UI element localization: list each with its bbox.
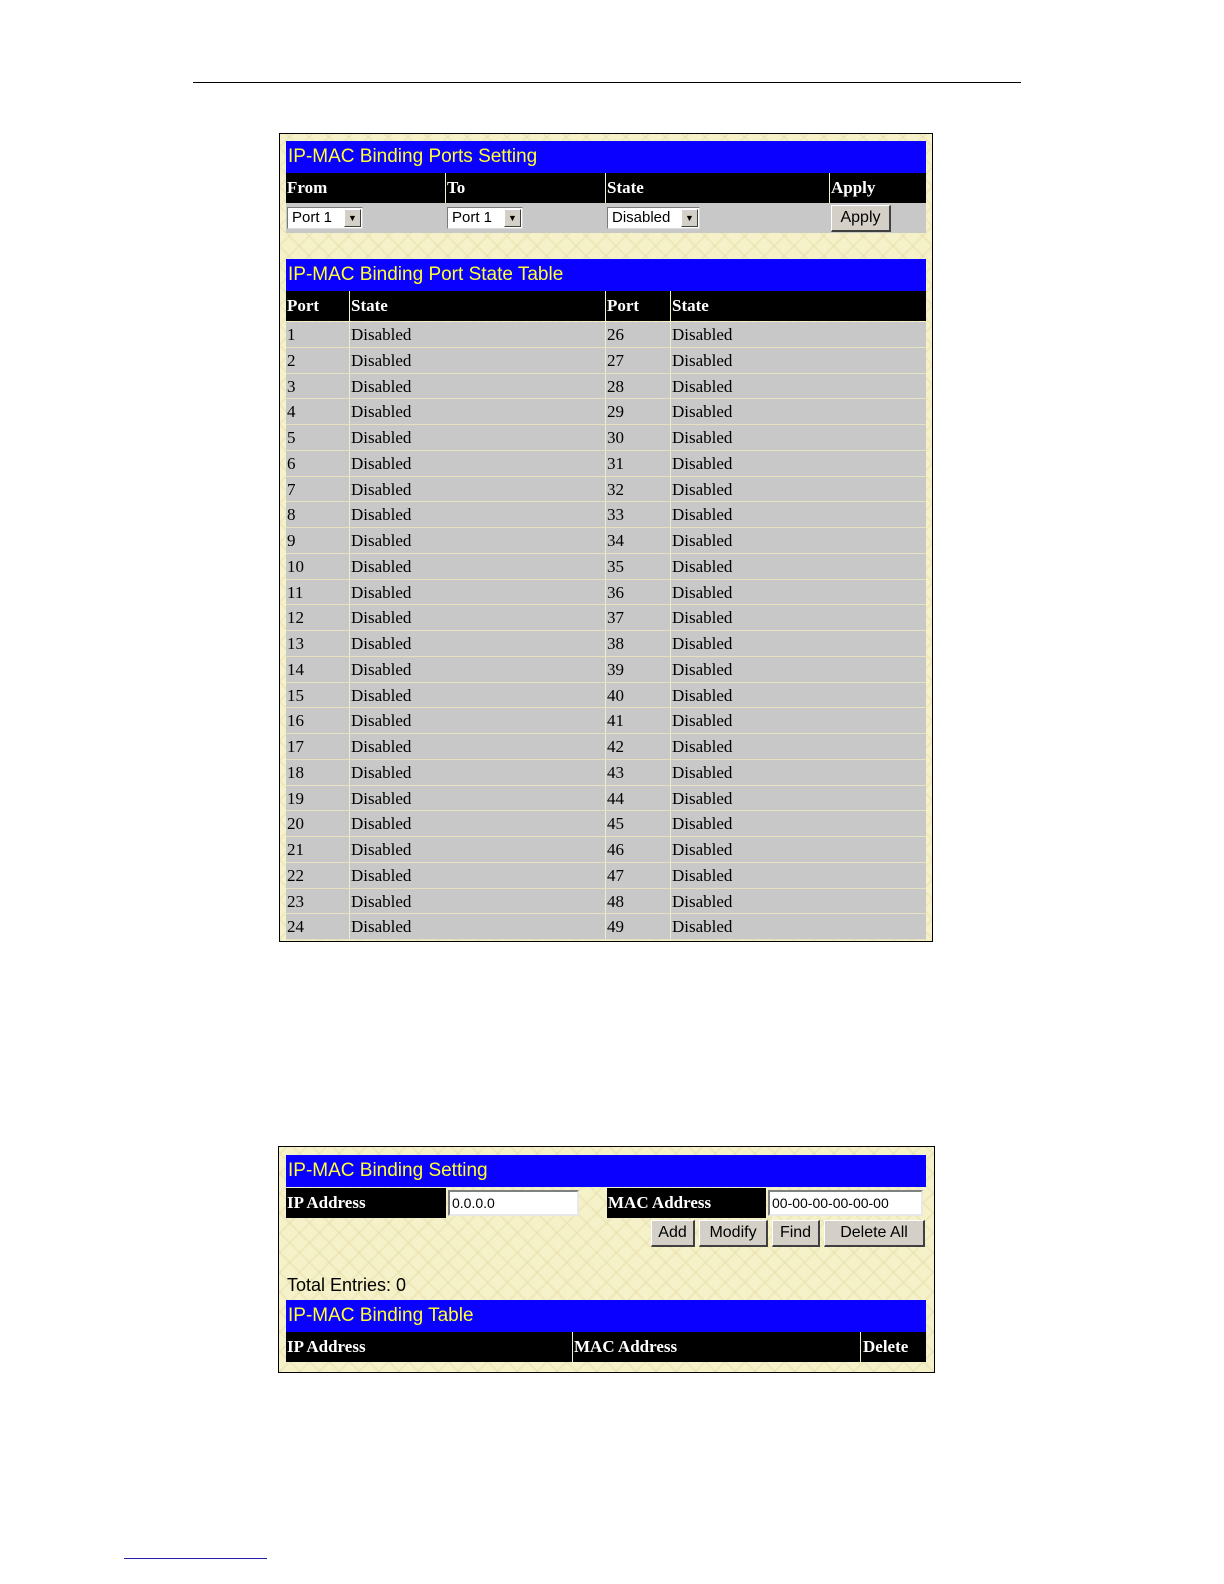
port-left-cell: 3 <box>287 376 296 396</box>
table-row <box>286 734 926 760</box>
state-left-cell: Disabled <box>351 428 412 447</box>
mac-address-label: MAC Address <box>607 1188 766 1218</box>
port-left-cell: 22 <box>287 865 304 885</box>
header-state-right: State <box>672 296 709 315</box>
state-right-cell: Disabled <box>672 505 733 525</box>
state-select-value: Disabled <box>612 209 671 226</box>
port-right-cell: 39 <box>607 659 624 679</box>
state-left-cell: Disabled <box>351 762 412 782</box>
table-row <box>286 502 926 528</box>
state-left-cell: Disabled <box>351 865 412 885</box>
port-left-cell: 11 <box>287 582 304 602</box>
table-row <box>286 348 926 374</box>
port-state-table-title: IP-MAC Binding Port State Table <box>286 259 926 291</box>
state-right-cell: Disabled <box>672 350 733 370</box>
state-right-cell: Disabled <box>672 556 733 576</box>
port-right-cell: 40 <box>607 685 624 705</box>
port-right-cell: 26 <box>607 325 624 344</box>
state-right-cell: Disabled <box>672 865 733 885</box>
state-left-cell: Disabled <box>351 634 412 653</box>
state-right-cell: Disabled <box>672 840 733 859</box>
chevron-down-icon: ▼ <box>681 209 698 227</box>
header-ip-address: IP Address <box>287 1337 366 1356</box>
binding-table-title: IP-MAC Binding Table <box>286 1300 926 1332</box>
ports-setting-controls-row <box>286 203 926 233</box>
header-to: To <box>447 178 466 197</box>
header-port-right: Port <box>607 296 640 315</box>
state-left-cell: Disabled <box>351 556 412 576</box>
ports-setting-header <box>286 173 926 203</box>
from-port-value: Port 1 <box>292 209 333 226</box>
port-left-cell: 1 <box>287 325 296 344</box>
state-right-cell: Disabled <box>672 659 733 679</box>
state-left-cell: Disabled <box>351 685 412 705</box>
table-row <box>286 528 926 554</box>
state-right-cell: Disabled <box>672 531 733 550</box>
state-left-cell: Disabled <box>351 350 412 370</box>
table-row <box>286 554 926 580</box>
state-right-cell: Disabled <box>672 428 733 447</box>
state-right-cell: Disabled <box>672 814 733 834</box>
table-row <box>286 786 926 812</box>
port-right-cell: 43 <box>607 762 624 782</box>
table-row <box>286 914 926 940</box>
state-left-cell: Disabled <box>351 531 412 550</box>
port-left-cell: 23 <box>287 891 304 911</box>
port-right-cell: 37 <box>607 608 624 628</box>
port-left-cell: 24 <box>287 917 304 937</box>
port-right-cell: 35 <box>607 556 624 576</box>
port-right-cell: 34 <box>607 531 624 550</box>
port-left-cell: 8 <box>287 505 296 525</box>
port-left-cell: 7 <box>287 479 296 499</box>
state-left-cell: Disabled <box>351 325 412 344</box>
add-button[interactable]: Add <box>651 1220 695 1247</box>
port-right-cell: 47 <box>607 865 624 885</box>
ip-address-label: IP Address <box>286 1188 446 1218</box>
state-left-cell: Disabled <box>351 711 412 731</box>
table-row <box>286 760 926 786</box>
ip-address-input[interactable]: 0.0.0.0 <box>448 1190 579 1216</box>
port-state-rows <box>286 322 926 940</box>
mac-address-input[interactable]: 00-00-00-00-00-00 <box>768 1190 923 1216</box>
port-left-cell: 21 <box>287 840 304 859</box>
header-from: From <box>287 178 328 197</box>
port-left-cell: 5 <box>287 428 296 447</box>
page-top-rule <box>193 82 1021 83</box>
header-state-left: State <box>351 296 388 315</box>
header-apply: Apply <box>831 178 876 197</box>
table-row <box>286 425 926 451</box>
port-right-cell: 27 <box>607 350 624 370</box>
binding-setting-title: IP-MAC Binding Setting <box>286 1155 926 1187</box>
table-row <box>286 837 926 863</box>
state-right-cell: Disabled <box>672 891 733 911</box>
binding-table-header <box>286 1332 926 1362</box>
table-row <box>286 708 926 734</box>
state-right-cell: Disabled <box>672 711 733 731</box>
port-right-cell: 46 <box>607 840 624 859</box>
port-left-cell: 9 <box>287 531 296 550</box>
table-row <box>286 811 926 837</box>
table-row <box>286 631 926 657</box>
state-left-cell: Disabled <box>351 737 412 756</box>
port-right-cell: 48 <box>607 891 624 911</box>
modify-button[interactable]: Modify <box>699 1220 768 1247</box>
state-left-cell: Disabled <box>351 479 412 499</box>
table-row <box>286 374 926 400</box>
port-right-cell: 36 <box>607 582 624 602</box>
table-row <box>286 605 926 631</box>
port-left-cell: 17 <box>287 737 304 756</box>
port-state-table-header <box>286 291 926 321</box>
port-right-cell: 38 <box>607 634 624 653</box>
port-right-cell: 31 <box>607 453 624 473</box>
port-right-cell: 42 <box>607 737 624 756</box>
port-left-cell: 15 <box>287 685 304 705</box>
port-right-cell: 49 <box>607 917 624 937</box>
port-right-cell: 32 <box>607 479 624 499</box>
state-left-cell: Disabled <box>351 891 412 911</box>
port-left-cell: 18 <box>287 762 304 782</box>
port-right-cell: 33 <box>607 505 624 525</box>
state-right-cell: Disabled <box>672 325 733 344</box>
state-right-cell: Disabled <box>672 685 733 705</box>
table-row <box>286 399 926 425</box>
state-right-cell: Disabled <box>672 608 733 628</box>
chevron-down-icon: ▼ <box>504 209 521 227</box>
table-row <box>286 889 926 915</box>
state-left-cell: Disabled <box>351 788 412 808</box>
port-left-cell: 13 <box>287 634 304 653</box>
delete-all-button[interactable]: Delete All <box>824 1220 925 1247</box>
table-row <box>286 451 926 477</box>
port-left-cell: 16 <box>287 711 304 731</box>
header-state: State <box>607 178 644 197</box>
port-left-cell: 10 <box>287 556 304 576</box>
port-left-cell: 12 <box>287 608 304 628</box>
port-right-cell: 30 <box>607 428 624 447</box>
state-left-cell: Disabled <box>351 402 412 422</box>
state-right-cell: Disabled <box>672 376 733 396</box>
header-mac-address: MAC Address <box>574 1337 678 1356</box>
binding-setting-panel <box>278 1146 935 1373</box>
ports-setting-title: IP-MAC Binding Ports Setting <box>286 141 926 173</box>
state-right-cell: Disabled <box>672 917 733 937</box>
state-left-cell: Disabled <box>351 453 412 473</box>
table-row <box>286 477 926 503</box>
port-left-cell: 6 <box>287 453 296 473</box>
port-right-cell: 44 <box>607 788 624 808</box>
total-entries: Total Entries: 0 <box>287 1275 407 1295</box>
page-bottom-rule <box>124 1558 267 1559</box>
table-row <box>286 683 926 709</box>
state-right-cell: Disabled <box>672 453 733 473</box>
state-left-cell: Disabled <box>351 917 412 937</box>
state-left-cell: Disabled <box>351 608 412 628</box>
chevron-down-icon: ▼ <box>344 209 361 227</box>
state-right-cell: Disabled <box>672 402 733 422</box>
header-delete: Delete <box>863 1337 909 1356</box>
state-left-cell: Disabled <box>351 814 412 834</box>
find-button[interactable]: Find <box>772 1220 820 1247</box>
port-right-cell: 45 <box>607 814 624 834</box>
ports-setting-panel <box>279 133 933 942</box>
to-port-select[interactable] <box>447 207 523 229</box>
header-port-left: Port <box>287 296 320 315</box>
state-right-cell: Disabled <box>672 788 733 808</box>
port-right-cell: 28 <box>607 376 624 396</box>
port-left-cell: 4 <box>287 402 296 422</box>
state-left-cell: Disabled <box>351 840 412 859</box>
port-left-cell: 2 <box>287 350 296 370</box>
port-right-cell: 41 <box>607 711 624 731</box>
from-port-select[interactable] <box>287 207 363 229</box>
state-right-cell: Disabled <box>672 582 733 602</box>
port-left-cell: 14 <box>287 659 304 679</box>
apply-button[interactable]: Apply <box>831 205 891 232</box>
table-row <box>286 322 926 348</box>
state-left-cell: Disabled <box>351 376 412 396</box>
state-right-cell: Disabled <box>672 737 733 756</box>
port-left-cell: 20 <box>287 814 304 834</box>
table-row <box>286 863 926 889</box>
state-right-cell: Disabled <box>672 634 733 653</box>
state-select[interactable] <box>607 207 700 229</box>
port-left-cell: 19 <box>287 788 304 808</box>
state-left-cell: Disabled <box>351 582 412 602</box>
to-port-value: Port 1 <box>452 209 493 226</box>
state-left-cell: Disabled <box>351 659 412 679</box>
port-right-cell: 29 <box>607 402 624 422</box>
state-right-cell: Disabled <box>672 762 733 782</box>
table-row <box>286 657 926 683</box>
state-left-cell: Disabled <box>351 505 412 525</box>
table-row <box>286 580 926 606</box>
state-right-cell: Disabled <box>672 479 733 499</box>
